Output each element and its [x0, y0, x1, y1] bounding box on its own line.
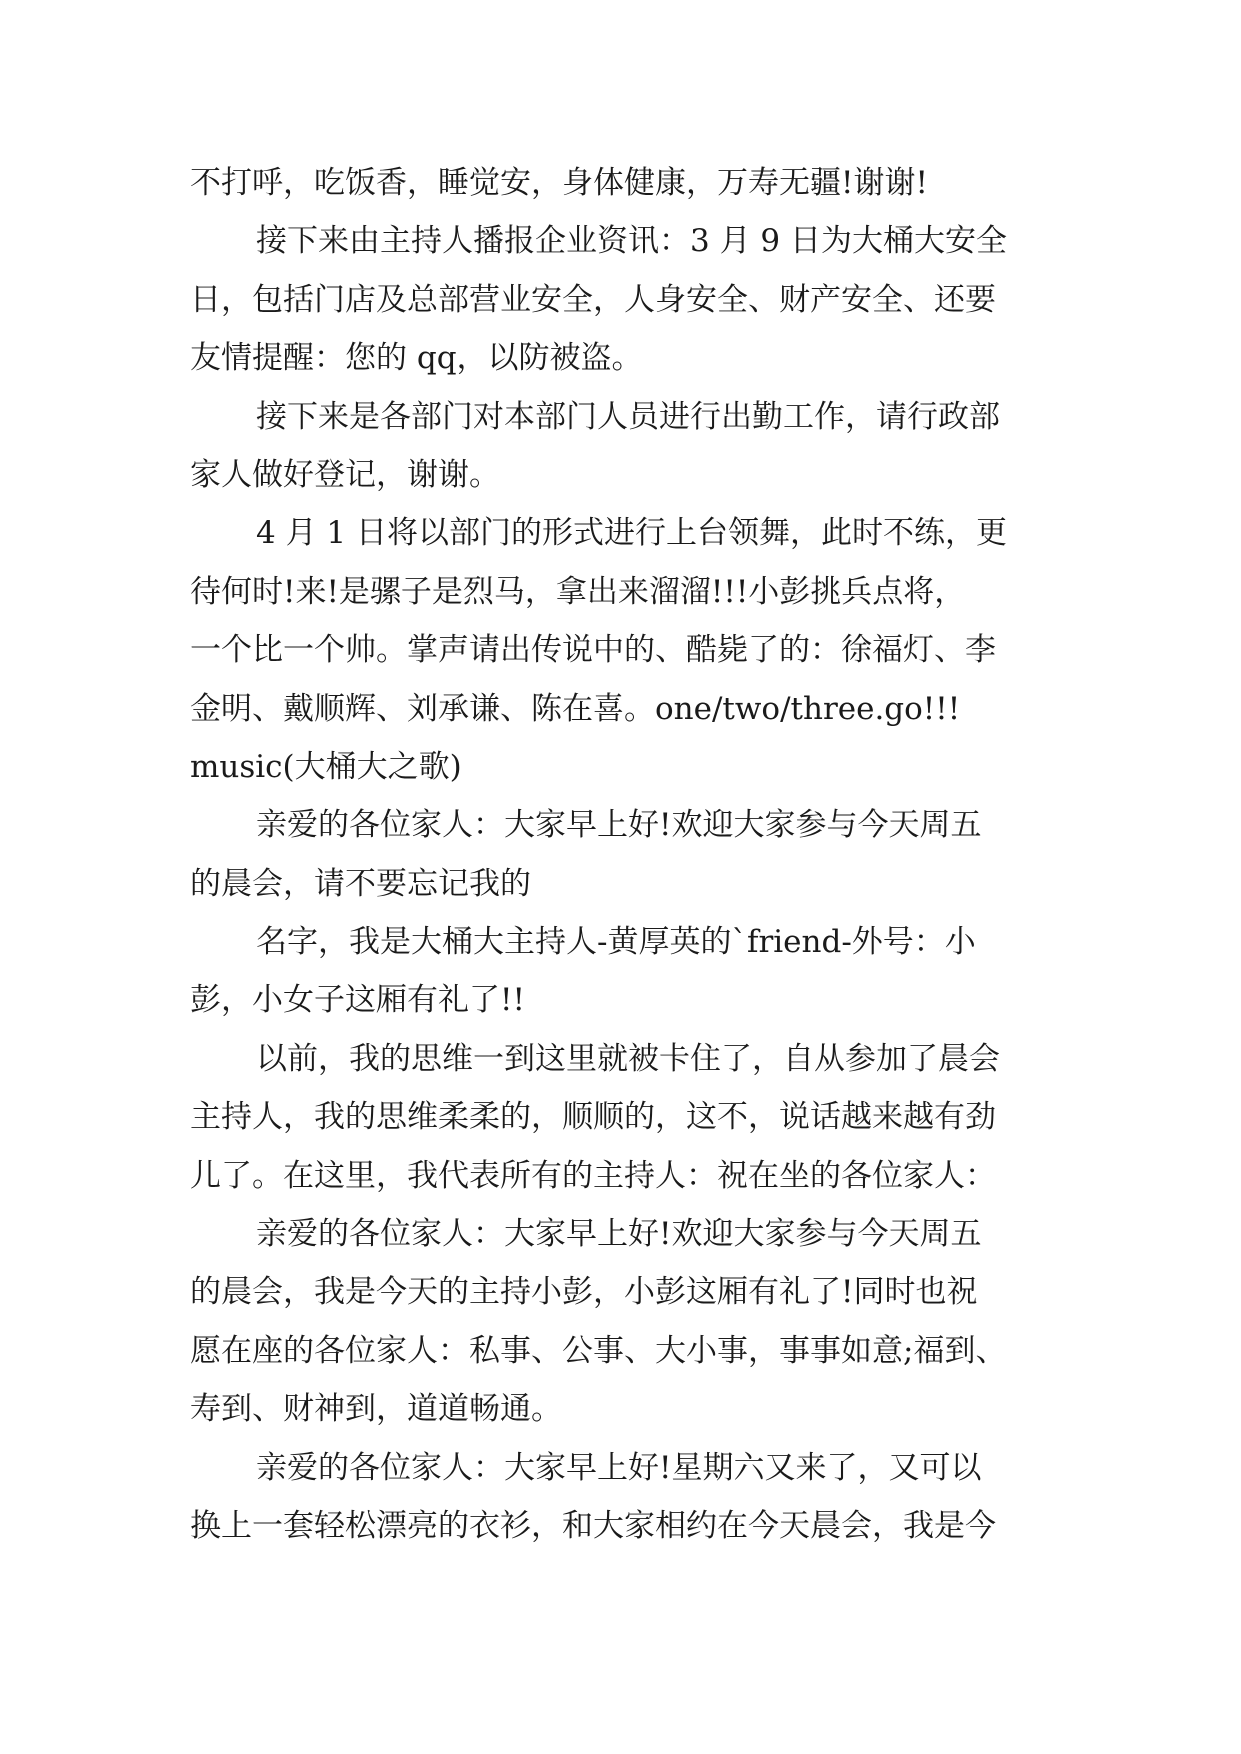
- text-line: 主持人，我的思维柔柔的，顺顺的，这不，说话越来越有劲: [190, 1099, 996, 1136]
- text-line: 以前，我的思维一到这里就被卡住了，自从参加了晨会: [256, 1040, 1000, 1077]
- text-line: 待何时!来!是骡子是烈马，拿出来溜溜!!!小彭挑兵点将，: [190, 573, 966, 610]
- text-line: 金明、戴顺辉、刘承谦、陈在喜。one/two/three.go!!!: [190, 690, 961, 727]
- text-line: 家人做好登记，谢谢。: [190, 456, 500, 493]
- text-line: 友情提醒：您的 qq，以防被盗。: [190, 340, 643, 377]
- text-line: 彭，小女子这厢有礼了!!: [190, 982, 525, 1019]
- text-line: 接下来由主持人播报企业资讯：3 月 9 日为大桶大安全: [256, 223, 1008, 260]
- text-line: 名字，我是大桶大主持人-黄厚英的`friend-外号：小: [256, 924, 976, 961]
- text-line: 亲爱的各位家人：大家早上好!欢迎大家参与今天周五: [256, 1216, 982, 1253]
- text-line: 日，包括门店及总部营业安全，人身安全、财产安全、还要: [190, 281, 996, 318]
- text-line: 儿了。在这里，我代表所有的主持人：祝在坐的各位家人：: [190, 1157, 996, 1194]
- text-line: 4 月 1 日将以部门的形式进行上台领舞，此时不练，更: [256, 515, 1008, 552]
- text-line: 换上一套轻松漂亮的衣衫，和大家相约在今天晨会，我是今: [190, 1507, 996, 1544]
- text-line: 亲爱的各位家人：大家早上好!欢迎大家参与今天周五: [256, 807, 982, 844]
- text-line: 的晨会，我是今天的主持小彭，小彭这厢有礼了!同时也祝: [190, 1274, 978, 1311]
- text-line: 一个比一个帅。掌声请出传说中的、酷毙了的：徐福灯、李: [190, 632, 996, 669]
- text-line: 不打呼，吃饭香，睡觉安，身体健康，万寿无疆!谢谢!: [190, 165, 928, 201]
- text-line: 的晨会，请不要忘记我的: [190, 865, 531, 902]
- text-line: music(大桶大之歌): [190, 748, 462, 785]
- text-line: 亲爱的各位家人：大家早上好!星期六又来了，又可以: [256, 1449, 982, 1486]
- text-line: 接下来是各部门对本部门人员进行出勤工作，请行政部: [256, 398, 1000, 435]
- text-line: 寿到、财神到，道道畅通。: [190, 1391, 562, 1428]
- document-body: [190, 154, 1050, 1555]
- text-line: 愿在座的各位家人：私事、公事、大小事，事事如意;福到、: [190, 1332, 1007, 1369]
